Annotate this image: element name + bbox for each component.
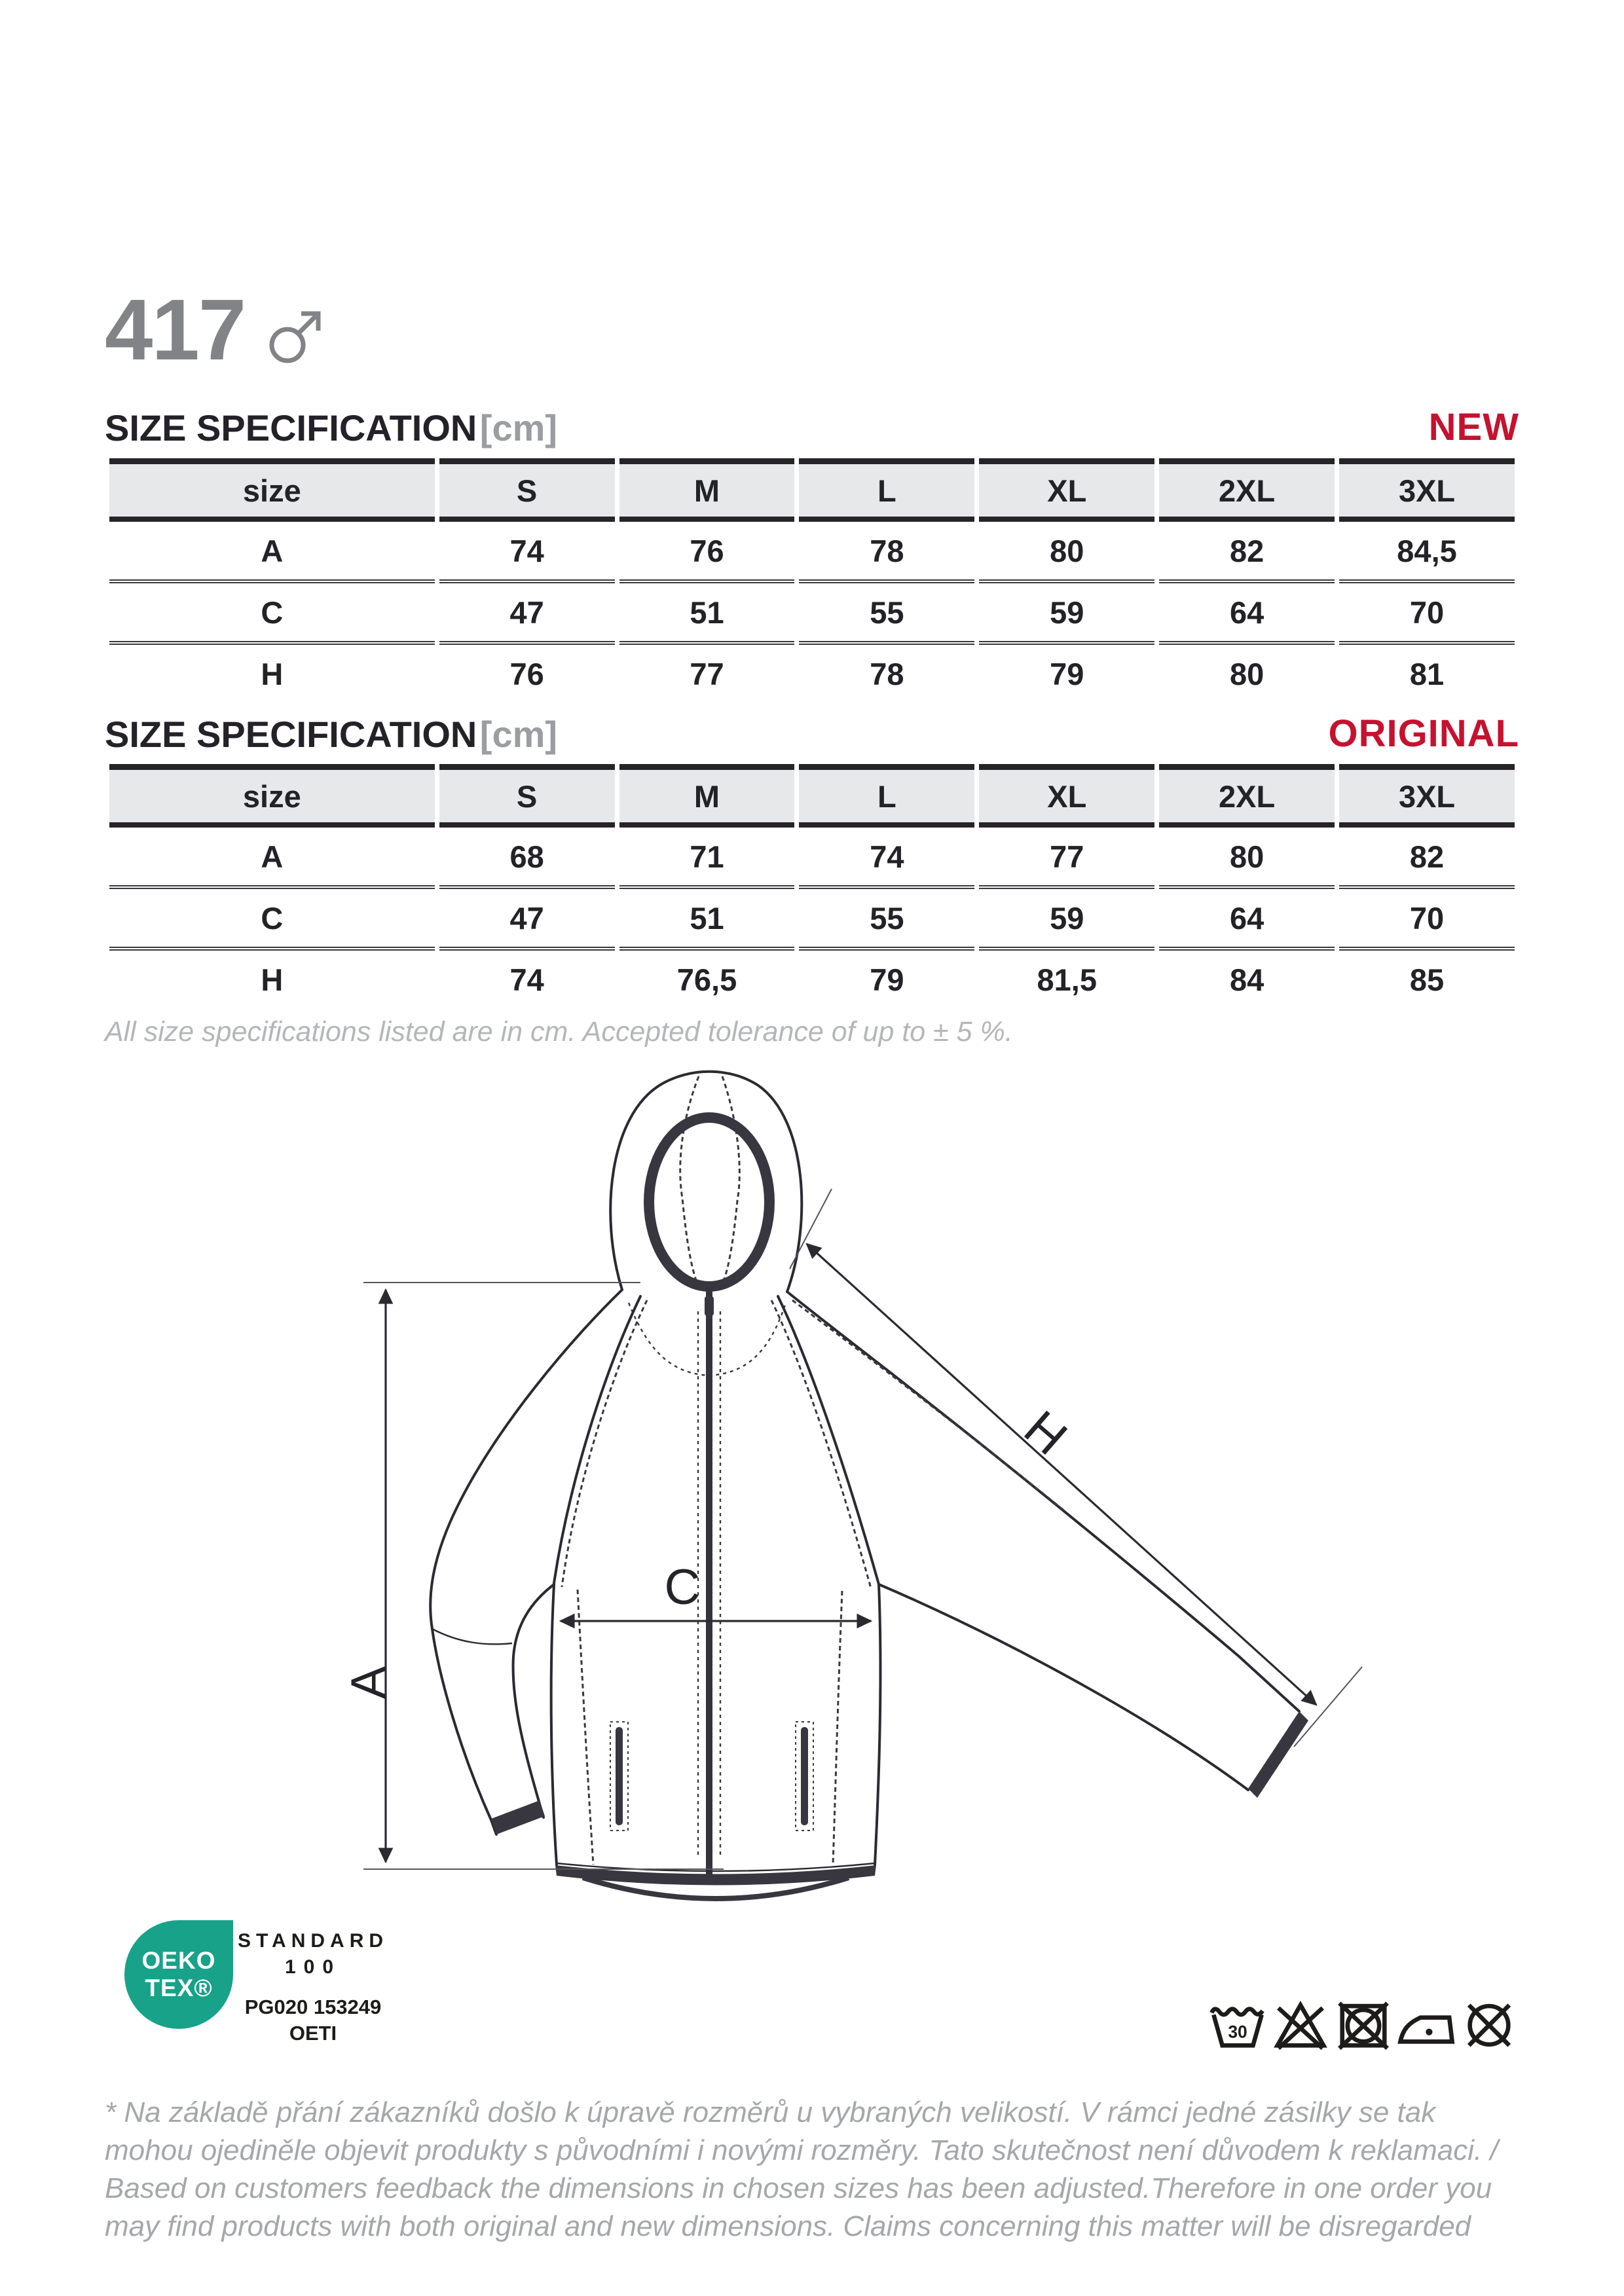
dimension-label-c: C bbox=[664, 1559, 701, 1615]
cell: 80 bbox=[1050, 533, 1084, 568]
cell: 84,5 bbox=[1397, 533, 1457, 568]
product-title-row bbox=[105, 282, 323, 378]
section-title bbox=[105, 407, 557, 449]
care-symbols-row bbox=[1209, 1997, 1518, 2052]
cell: 70 bbox=[1339, 885, 1515, 947]
col-header-3xl: 3XL bbox=[1339, 764, 1515, 828]
badge-original: ORIGINAL bbox=[1328, 712, 1519, 755]
cell: 84 bbox=[1159, 947, 1335, 1008]
cell: 68 bbox=[509, 839, 544, 874]
size-table-new bbox=[105, 458, 1519, 702]
wash-temp-label: 30 bbox=[1228, 2022, 1247, 2042]
cell: 78 bbox=[870, 533, 904, 568]
cell: 78 bbox=[799, 641, 974, 702]
cell: 80 bbox=[1159, 641, 1335, 702]
section-title bbox=[105, 713, 557, 756]
tolerance-note: All size specifications listed are in cm. Accepted tolerance of up to ± 5 %. bbox=[105, 1016, 1013, 1048]
section-title-text: SIZE SPECIFICATION bbox=[105, 407, 477, 448]
table-header-row bbox=[109, 458, 1515, 522]
table-header-row bbox=[109, 764, 1515, 828]
cell: 85 bbox=[1339, 947, 1515, 1008]
row-label: C bbox=[109, 579, 435, 641]
cell: 47 bbox=[439, 579, 615, 641]
cell: 77 bbox=[1050, 839, 1084, 874]
hooded-jacket-drawing bbox=[216, 1059, 1395, 1917]
oekotex-certificate-block bbox=[234, 1930, 392, 2045]
table-row-a bbox=[109, 828, 1515, 885]
size-table-new-wrap bbox=[105, 458, 1519, 702]
section-header-new bbox=[105, 395, 1519, 449]
cell: 55 bbox=[799, 885, 974, 947]
cell: 76 bbox=[439, 641, 615, 702]
oekotex-logo bbox=[124, 1920, 233, 2029]
standard-word: STANDARD bbox=[237, 1930, 389, 1952]
col-header-2xl: 2XL bbox=[1159, 764, 1335, 828]
cell: 76 bbox=[690, 533, 724, 568]
row-label: C bbox=[109, 885, 435, 947]
col-header-size: size bbox=[109, 458, 435, 522]
cell: 77 bbox=[619, 641, 795, 702]
cell: 80 bbox=[1230, 839, 1264, 874]
cell: 79 bbox=[799, 947, 974, 1008]
col-header-m: M bbox=[619, 458, 795, 522]
size-table-original bbox=[105, 764, 1519, 1008]
col-header-l: L bbox=[799, 764, 974, 828]
iron-one-dot-icon bbox=[1397, 1997, 1455, 2052]
male-symbol-icon bbox=[267, 306, 323, 369]
cell: 55 bbox=[799, 579, 974, 641]
col-header-m: M bbox=[619, 764, 795, 828]
col-header-xl: XL bbox=[979, 458, 1154, 522]
cell: 74 bbox=[509, 533, 544, 568]
cell: 74 bbox=[439, 947, 615, 1008]
row-label: A bbox=[261, 839, 284, 874]
col-header-3xl: 3XL bbox=[1339, 458, 1515, 522]
cell: 47 bbox=[439, 885, 615, 947]
table-row-a bbox=[109, 522, 1515, 579]
do-not-tumble-dry-icon bbox=[1335, 1997, 1392, 2052]
dimension-label-a: A bbox=[341, 1666, 397, 1700]
cell: 51 bbox=[619, 885, 795, 947]
dimension-label-h: H bbox=[1014, 1400, 1078, 1466]
col-header-l: L bbox=[799, 458, 974, 522]
table-row-c bbox=[109, 579, 1515, 641]
oekotex-logo-line2: TEX® bbox=[145, 1975, 213, 2001]
cell: 71 bbox=[690, 839, 724, 874]
cell: 79 bbox=[979, 641, 1154, 702]
section-title-text: SIZE SPECIFICATION bbox=[105, 714, 477, 755]
table-row-c bbox=[109, 885, 1515, 947]
cell: 70 bbox=[1339, 579, 1515, 641]
product-code: 417 bbox=[105, 282, 246, 378]
table-row-h bbox=[109, 641, 1515, 702]
do-not-bleach-icon bbox=[1272, 1997, 1329, 2052]
badge-new: NEW bbox=[1428, 406, 1519, 448]
cell: 82 bbox=[1230, 533, 1264, 568]
col-header-s: S bbox=[439, 764, 615, 828]
footnote: * Na základě přání zákazníků došlo k úpravě rozměrů u vybraných velikostí. V rámci jedné zásilky se tak mohou ojediněle objevit produkty s původními i novými rozměry. Tato skutečnost není důvodem k reklamaci. / Based on customers feedback the dimensions in chosen sizes has been adjusted.Therefore in one order you may find products with both original and new dimensions. Claims concerning this matter will be disregarded bbox=[105, 2096, 1498, 2243]
row-label: H bbox=[109, 947, 435, 1008]
cell: 82 bbox=[1409, 839, 1445, 874]
garment-diagram bbox=[216, 1059, 1395, 1920]
do-not-dry-clean-icon bbox=[1460, 1997, 1518, 2052]
oekotex-logo-line1: OEKO bbox=[141, 1947, 216, 1974]
col-header-2xl: 2XL bbox=[1159, 458, 1335, 522]
cell: 59 bbox=[979, 579, 1154, 641]
section-unit: [cm] bbox=[479, 407, 558, 448]
col-header-xl: XL bbox=[979, 764, 1154, 828]
cell: 59 bbox=[979, 885, 1154, 947]
standard-number: 100 bbox=[284, 1956, 342, 1978]
cell: 81,5 bbox=[979, 947, 1154, 1008]
row-label: H bbox=[109, 641, 435, 702]
section-header-original bbox=[105, 702, 1519, 756]
col-header-s: S bbox=[439, 458, 615, 522]
section-unit: [cm] bbox=[479, 714, 558, 755]
cell: 76,5 bbox=[619, 947, 795, 1008]
cell: 51 bbox=[619, 579, 795, 641]
cell: 64 bbox=[1159, 579, 1335, 641]
cell: 81 bbox=[1339, 641, 1515, 702]
col-header-size: size bbox=[109, 764, 435, 828]
certificate-institute: OETI bbox=[289, 2022, 337, 2045]
cell: 64 bbox=[1159, 885, 1335, 947]
cell: 74 bbox=[870, 839, 904, 874]
row-label: A bbox=[261, 533, 284, 568]
table-row-h bbox=[109, 947, 1515, 1008]
wash-30-icon bbox=[1209, 1997, 1266, 2052]
certificate-number: PG020 153249 bbox=[244, 1995, 382, 2018]
size-table-original-wrap bbox=[105, 764, 1519, 1008]
